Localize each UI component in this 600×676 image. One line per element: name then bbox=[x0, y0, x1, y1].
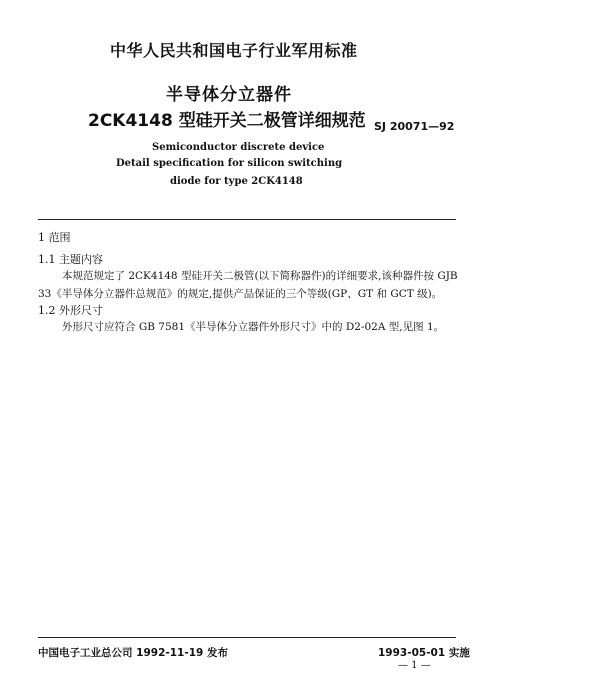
standard-number: SJ 20071—92 bbox=[374, 120, 455, 133]
page-number: — 1 — bbox=[398, 660, 431, 671]
english-title-line-2: Detail specification for silicon switching bbox=[116, 158, 343, 169]
english-title-line-1: Semiconductor discrete device bbox=[152, 142, 325, 153]
section-1-heading: 1 范围 bbox=[38, 231, 71, 244]
section-1-1-text-line-1: 本规范规定了 2CK4148 型硅开关二极管(以下简称器件)的详细要求,该种器件按 GJB bbox=[62, 270, 458, 282]
section-1-1-text-line-2: 33《半导体分立器件总规范》的规定,提供产品保证的三个等级(GP、GT 和 GCT 级)。 bbox=[38, 288, 443, 300]
issuer-line: 中国电子工业总公司 1992-11-19 发布 bbox=[38, 647, 228, 659]
footer-divider bbox=[38, 637, 456, 638]
section-1-1-heading: 1.1 主题内容 bbox=[38, 253, 103, 266]
header-divider bbox=[38, 219, 456, 220]
effective-date: 1993-05-01 实施 bbox=[378, 647, 470, 659]
section-1-2-heading: 1.2 外形尺寸 bbox=[38, 304, 103, 317]
english-title-line-3: diode for type 2CK4148 bbox=[170, 176, 303, 187]
title-line-1: 半导体分立器件 bbox=[166, 85, 292, 105]
standard-category: 中华人民共和国电子行业军用标准 bbox=[110, 41, 358, 60]
section-1-2-text: 外形尺寸应符合 GB 7581《半导体分立器件外形尺寸》中的 D2-02A 型,见图 1。 bbox=[62, 321, 445, 333]
title-line-2: 2CK4148 型硅开关二极管详细规范 bbox=[88, 111, 366, 131]
